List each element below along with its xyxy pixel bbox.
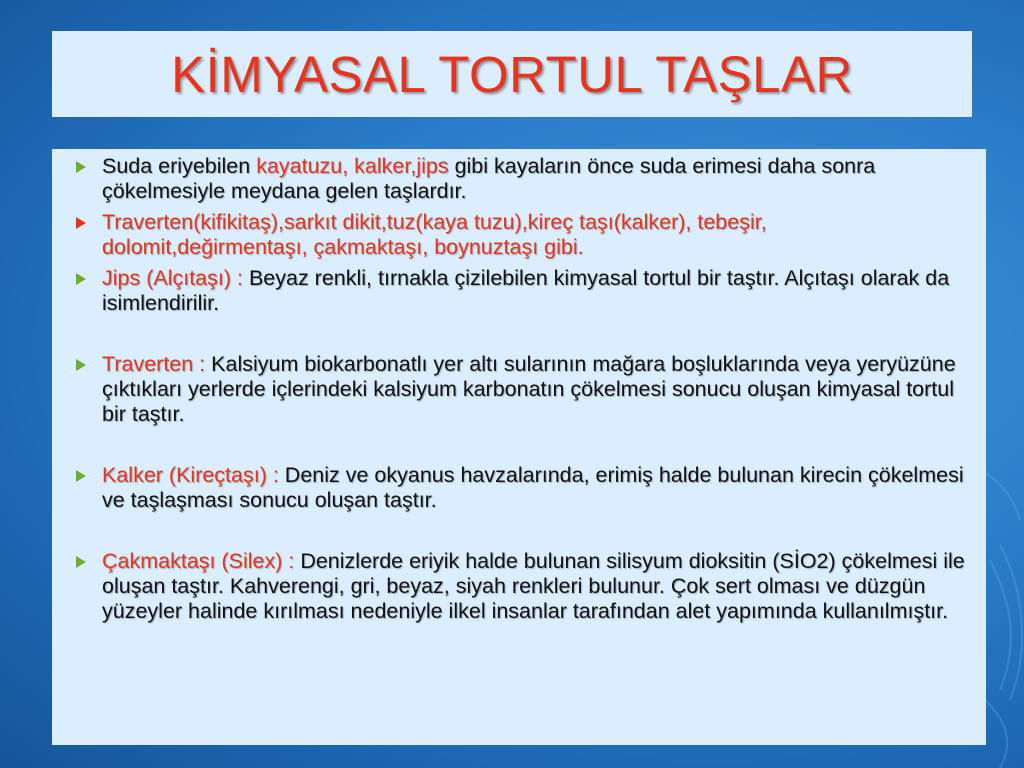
bullet-highlight: Traverten : <box>102 352 212 376</box>
bullet-arrow-icon <box>76 359 86 371</box>
bullet-arrow-icon <box>76 161 86 173</box>
bullet-text: Beyaz renkli, tırnakla çizilebilen kimyasal tortul bir taştır. Alçıtaşı olarak da isimlendirilir. <box>102 266 950 315</box>
bullet-arrow-icon <box>76 470 86 482</box>
bullet-text: Deniz ve okyanus havzalarında, erimiş halde bulunan kirecin çökelmesi ve taşlaşması sonucu oluşan taştır. <box>102 463 964 512</box>
bullet-text: Denizlerde eriyik halde bulunan silisyum dioksitin (SİO2) çökelmesi ile oluşan taştır. Kahverengi, gri, beyaz, siyah renkleri bulunur. Çok sert olması ve düzgün yüzeyler halinde kırılması nedeniyle ilkel insanlar tarafından alet yapımında kullanılmıştır. <box>102 549 965 623</box>
bullet-arrow-icon <box>76 217 86 229</box>
bullet-text: Suda eriyebilen <box>102 154 257 178</box>
bullet-highlight: Traverten(kifikitaş),sarkıt dikit,tuz(kaya tuzu),kireç taşı(kalker), tebeşir, dolomit,değirmentaşı, çakmaktaşı, boynuztaşı gibi. <box>102 210 767 259</box>
bullet-item <box>66 210 974 260</box>
bullet-highlight: Jips (Alçıtaşı) : <box>102 266 249 290</box>
slide-title: KİMYASAL TORTUL TAŞLAR <box>171 45 853 103</box>
bullet-item <box>66 549 974 624</box>
bullet-highlight: kayatuzu, kalker,jips <box>256 154 449 178</box>
title-panel <box>52 31 972 117</box>
bullet-text: Kalsiyum biokarbonatlı yer altı sularının mağara boşluklarında veya yeryüzüne çıktıkları yerlerde içlerindeki kalsiyum karbonatın çökelmesi sonucu oluşan kimyasal tortul bir taştır. <box>102 352 956 426</box>
bullet-text: gibi kayaların önce suda erimesi daha sonra çökelmesiyle meydana gelen taşlardır. <box>102 154 876 203</box>
bullet-highlight: Çakmaktaşı (Silex) : <box>102 549 301 573</box>
bullet-item <box>66 154 974 204</box>
bullet-item <box>66 352 974 427</box>
bullet-highlight: Kalker (Kireçtaşı) : <box>102 463 285 487</box>
content-panel <box>52 149 986 745</box>
bullet-arrow-icon <box>76 556 86 568</box>
bullet-item <box>66 266 974 316</box>
bullet-arrow-icon <box>76 273 86 285</box>
bullet-item <box>66 463 974 513</box>
